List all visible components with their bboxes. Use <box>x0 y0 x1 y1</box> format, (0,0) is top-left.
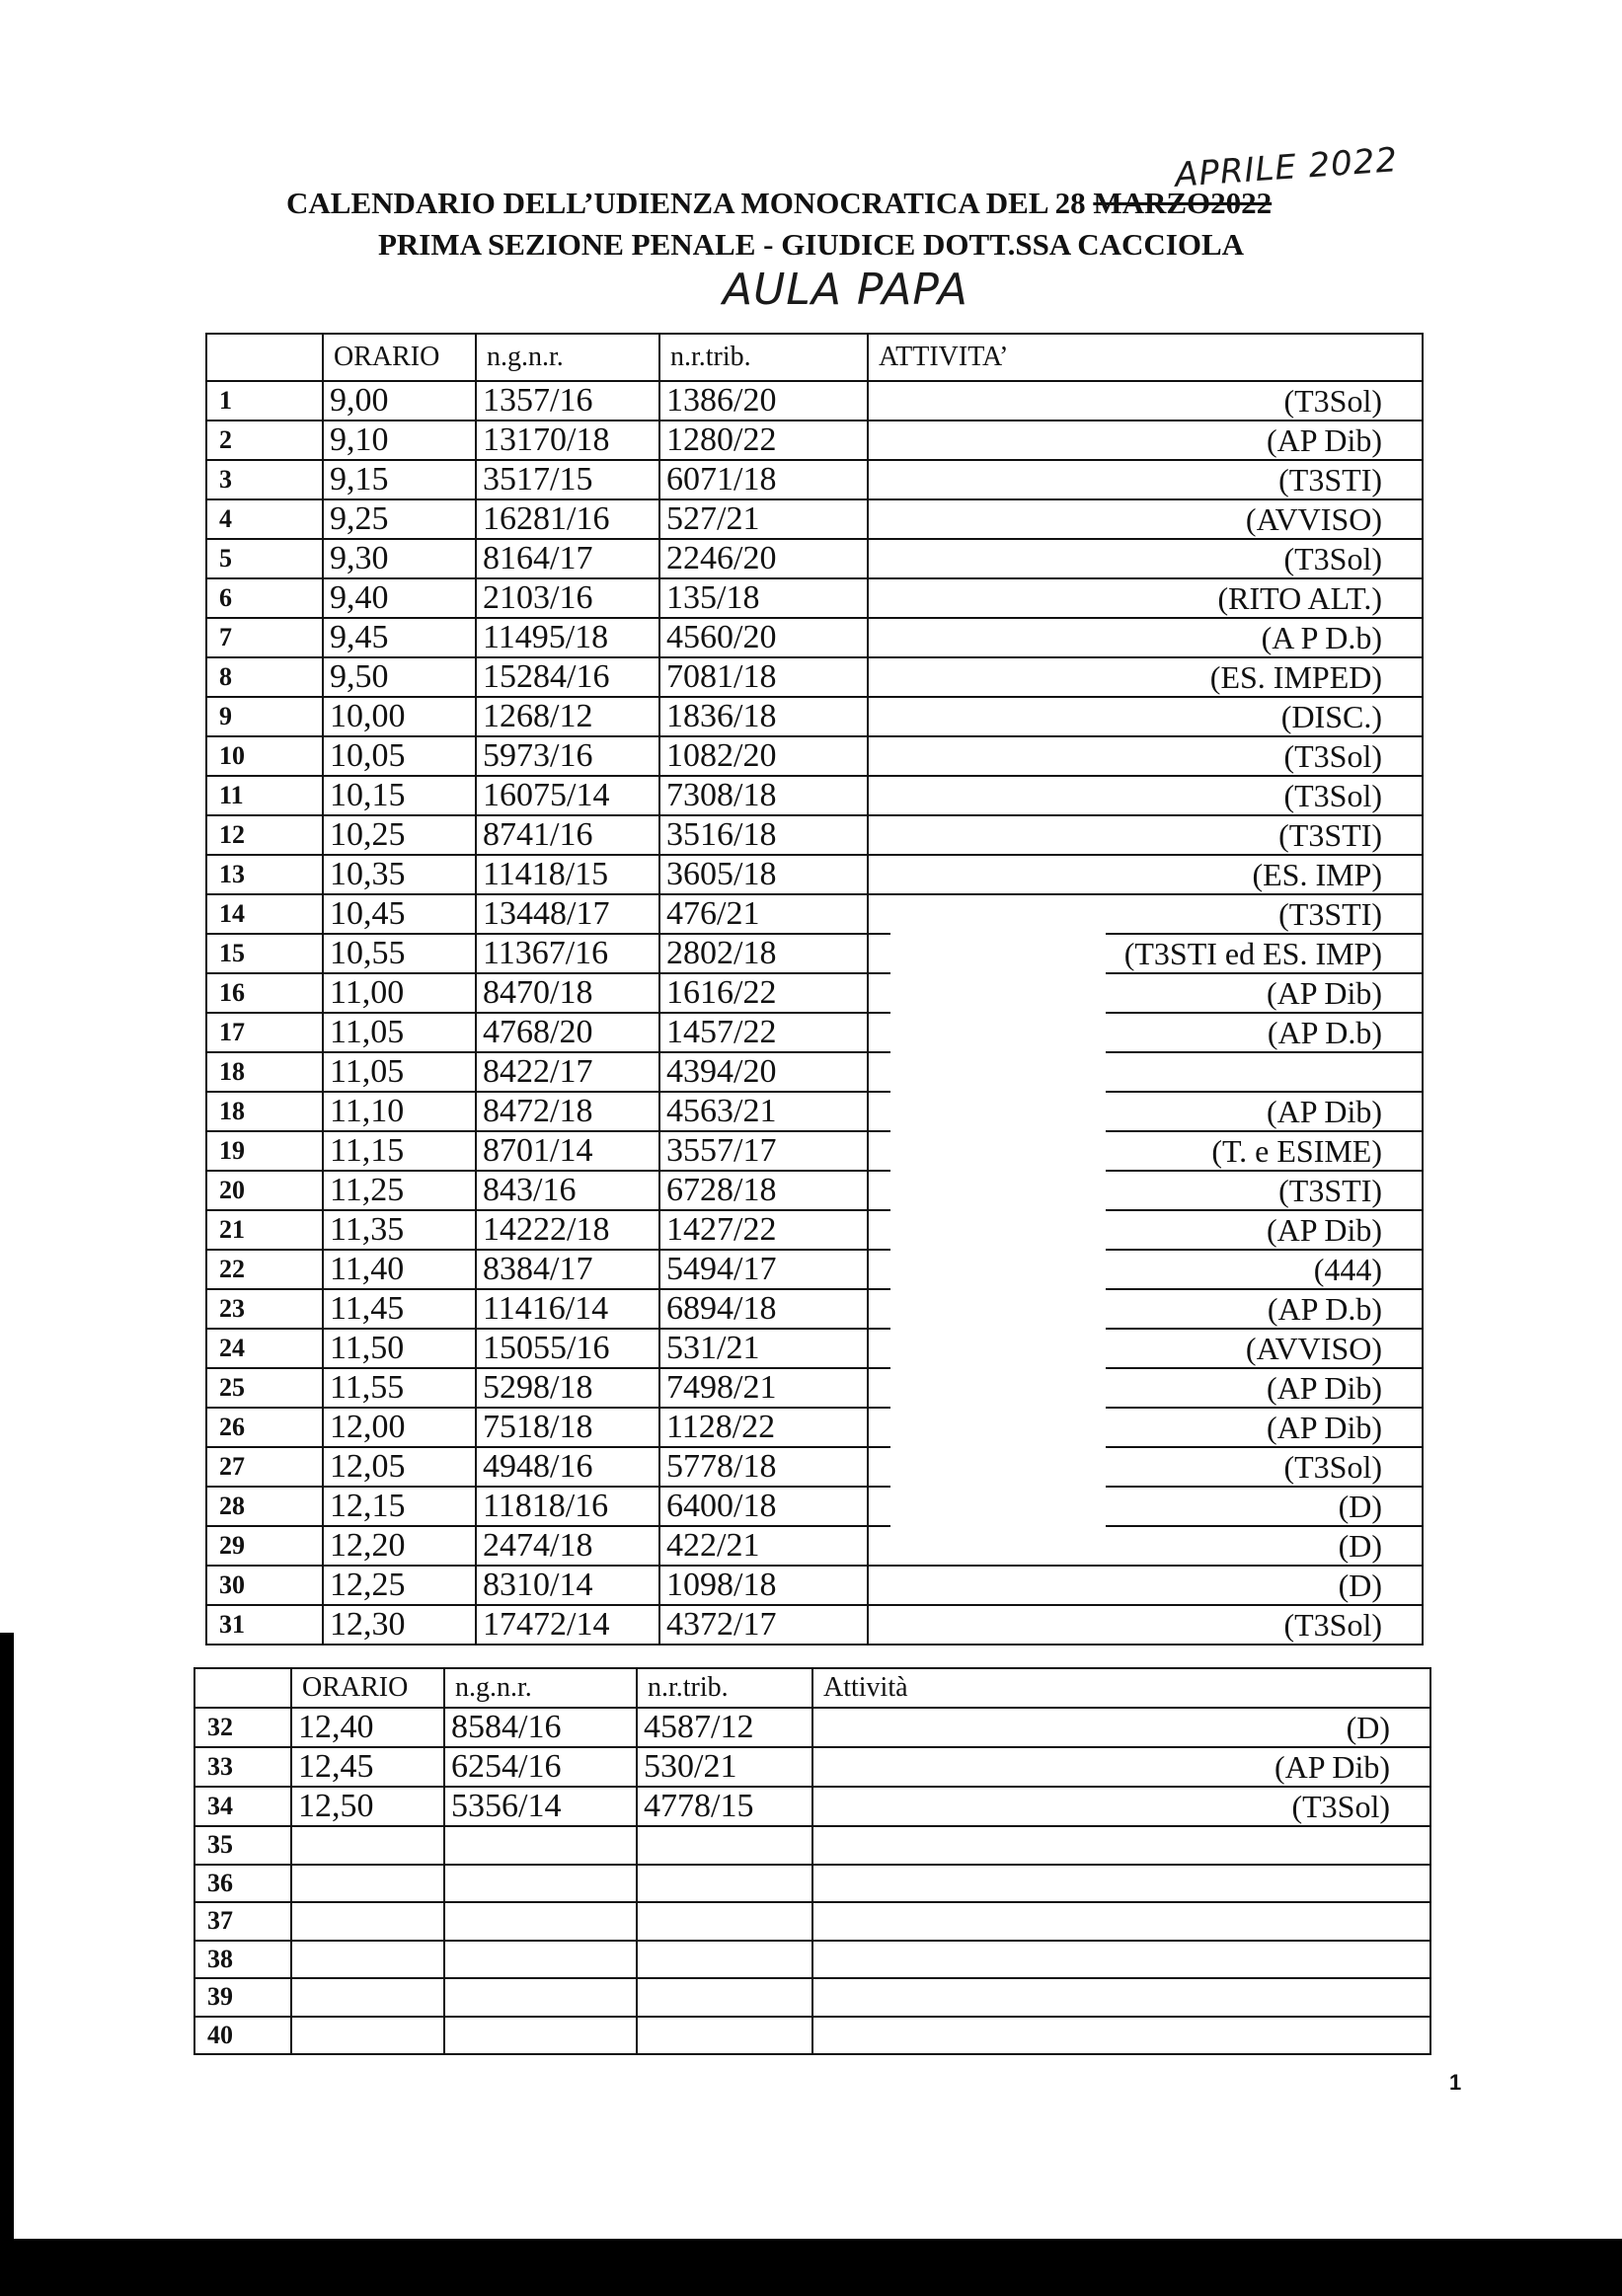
table-row <box>206 1052 1423 1092</box>
activity-cell: (D) <box>868 1566 1423 1605</box>
row-number: 8 <box>206 657 323 697</box>
time-cell: 12,05 <box>323 1447 476 1487</box>
table-row <box>206 776 1423 815</box>
nrtrib-cell: 5494/17 <box>659 1250 868 1289</box>
table-row <box>206 815 1423 855</box>
table-row <box>206 855 1423 894</box>
handwritten-month: APRILE 2022 <box>1173 140 1400 195</box>
table-row <box>206 1408 1423 1447</box>
nrtrib-cell: 476/21 <box>659 894 868 934</box>
column-header-0 <box>206 334 323 381</box>
row-number: 34 <box>194 1787 291 1826</box>
activity-cell: (AP Dib) <box>868 1210 1423 1250</box>
ngnr-cell: 5356/14 <box>444 1787 637 1826</box>
table-header <box>194 1668 1430 1708</box>
time-cell: 10,55 <box>323 934 476 973</box>
table-row <box>194 1865 1430 1903</box>
time-cell: 9,40 <box>323 578 476 618</box>
ngnr-cell: 843/16 <box>476 1171 659 1210</box>
ngnr-cell: 8470/18 <box>476 973 659 1013</box>
handwritten-room: AULA PAPA <box>723 265 968 315</box>
row-number: 24 <box>206 1329 323 1368</box>
time-cell: 10,15 <box>323 776 476 815</box>
time-cell: 9,10 <box>323 421 476 460</box>
ngnr-cell <box>444 2017 637 2055</box>
ngnr-cell <box>444 1902 637 1941</box>
row-number: 11 <box>206 776 323 815</box>
time-cell: 10,00 <box>323 697 476 736</box>
activity-cell: (RITO ALT.) <box>868 578 1423 618</box>
nrtrib-cell: 7498/21 <box>659 1368 868 1408</box>
ngnr-cell: 8422/17 <box>476 1052 659 1092</box>
nrtrib-cell <box>637 2017 812 2055</box>
activity-cell: (T3Sol) <box>868 1605 1423 1645</box>
activity-cell: (T3Sol) <box>868 539 1423 578</box>
table-header <box>206 334 1423 381</box>
table-row <box>206 657 1423 697</box>
column-header-4: ATTIVITA’ <box>868 334 1423 381</box>
table-row <box>206 1171 1423 1210</box>
time-cell <box>291 1865 444 1903</box>
activity-cell: (ES. IMPED) <box>868 657 1423 697</box>
nrtrib-cell: 1082/20 <box>659 736 868 776</box>
nrtrib-cell: 4394/20 <box>659 1052 868 1092</box>
nrtrib-cell: 530/21 <box>637 1747 812 1787</box>
hearing-table-1 <box>205 333 1424 1645</box>
row-number: 6 <box>206 578 323 618</box>
table-row <box>206 934 1423 973</box>
time-cell: 12,45 <box>291 1747 444 1787</box>
row-number: 33 <box>194 1747 291 1787</box>
time-cell: 9,25 <box>323 499 476 539</box>
nrtrib-cell: 7081/18 <box>659 657 868 697</box>
row-number: 26 <box>206 1408 323 1447</box>
ngnr-cell: 15284/16 <box>476 657 659 697</box>
ngnr-cell <box>444 1978 637 2017</box>
row-number: 28 <box>206 1487 323 1526</box>
column-header-1: ORARIO <box>291 1668 444 1708</box>
nrtrib-cell: 2246/20 <box>659 539 868 578</box>
nrtrib-cell: 4560/20 <box>659 618 868 657</box>
row-number: 21 <box>206 1210 323 1250</box>
activity-cell: (T3STI) <box>868 894 1423 934</box>
row-number: 38 <box>194 1941 291 1979</box>
row-number: 18 <box>206 1052 323 1092</box>
ngnr-cell: 16075/14 <box>476 776 659 815</box>
time-cell <box>291 1941 444 1979</box>
time-cell <box>291 2017 444 2055</box>
table-row <box>206 578 1423 618</box>
table-row <box>206 736 1423 776</box>
row-number: 13 <box>206 855 323 894</box>
nrtrib-cell: 135/18 <box>659 578 868 618</box>
ngnr-cell: 6254/16 <box>444 1747 637 1787</box>
ngnr-cell: 11495/18 <box>476 618 659 657</box>
ngnr-cell: 1268/12 <box>476 697 659 736</box>
column-header-0 <box>194 1668 291 1708</box>
ngnr-cell: 8741/16 <box>476 815 659 855</box>
scan-border-bottom <box>0 2239 1622 2296</box>
activity-cell: (D) <box>868 1487 1423 1526</box>
column-header-2: n.g.n.r. <box>444 1668 637 1708</box>
ngnr-cell: 7518/18 <box>476 1408 659 1447</box>
ngnr-cell <box>444 1865 637 1903</box>
activity-cell: (T3Sol) <box>868 776 1423 815</box>
ngnr-cell: 11818/16 <box>476 1487 659 1526</box>
table-row <box>206 1250 1423 1289</box>
redacted-area <box>890 918 1106 1565</box>
time-cell: 12,25 <box>323 1566 476 1605</box>
table-row <box>206 697 1423 736</box>
table-row <box>206 1368 1423 1408</box>
row-number: 39 <box>194 1978 291 2017</box>
table-row <box>194 1708 1430 1747</box>
ngnr-cell: 2103/16 <box>476 578 659 618</box>
ngnr-cell: 8584/16 <box>444 1708 637 1747</box>
table-row <box>206 618 1423 657</box>
time-cell <box>291 1978 444 2017</box>
nrtrib-cell: 1836/18 <box>659 697 868 736</box>
page-number: 1 <box>1449 2070 1462 2095</box>
time-cell: 9,30 <box>323 539 476 578</box>
row-number: 10 <box>206 736 323 776</box>
row-number: 4 <box>206 499 323 539</box>
column-header-2: n.g.n.r. <box>476 334 659 381</box>
scan-border-left <box>0 1633 14 2296</box>
nrtrib-cell <box>637 1902 812 1941</box>
column-header-3: n.r.trib. <box>637 1668 812 1708</box>
table-row <box>206 1289 1423 1329</box>
nrtrib-cell: 1616/22 <box>659 973 868 1013</box>
row-number: 23 <box>206 1289 323 1329</box>
time-cell: 11,15 <box>323 1131 476 1171</box>
row-number: 14 <box>206 894 323 934</box>
table-row <box>206 1526 1423 1566</box>
ngnr-cell: 8472/18 <box>476 1092 659 1131</box>
nrtrib-cell: 527/21 <box>659 499 868 539</box>
nrtrib-cell: 4587/12 <box>637 1708 812 1747</box>
activity-cell: (T. e ESIME) <box>868 1131 1423 1171</box>
ngnr-cell: 17472/14 <box>476 1605 659 1645</box>
ngnr-cell: 8384/17 <box>476 1250 659 1289</box>
time-cell: 11,35 <box>323 1210 476 1250</box>
row-number: 9 <box>206 697 323 736</box>
activity-cell: (T3STI) <box>868 460 1423 499</box>
activity-cell: (D) <box>868 1526 1423 1566</box>
time-cell: 11,50 <box>323 1329 476 1368</box>
ngnr-cell: 11367/16 <box>476 934 659 973</box>
row-number: 27 <box>206 1447 323 1487</box>
nrtrib-cell: 6071/18 <box>659 460 868 499</box>
time-cell: 11,10 <box>323 1092 476 1131</box>
ngnr-cell: 11416/14 <box>476 1289 659 1329</box>
column-header-1: ORARIO <box>323 334 476 381</box>
row-number: 22 <box>206 1250 323 1289</box>
column-header-3: n.r.trib. <box>659 334 868 381</box>
nrtrib-cell <box>637 1978 812 2017</box>
time-cell: 10,35 <box>323 855 476 894</box>
row-number: 1 <box>206 381 323 421</box>
row-number: 12 <box>206 815 323 855</box>
ngnr-cell: 8164/17 <box>476 539 659 578</box>
time-cell: 12,50 <box>291 1787 444 1826</box>
row-number: 35 <box>194 1826 291 1865</box>
row-number: 37 <box>194 1902 291 1941</box>
activity-cell <box>812 1902 1430 1941</box>
time-cell: 11,00 <box>323 973 476 1013</box>
time-cell: 11,05 <box>323 1052 476 1092</box>
activity-cell <box>812 2017 1430 2055</box>
table-row <box>194 1787 1430 1826</box>
activity-cell: (T3Sol) <box>868 736 1423 776</box>
ngnr-cell: 13170/18 <box>476 421 659 460</box>
nrtrib-cell: 531/21 <box>659 1329 868 1368</box>
time-cell: 11,40 <box>323 1250 476 1289</box>
activity-cell <box>812 1865 1430 1903</box>
time-cell <box>291 1902 444 1941</box>
ngnr-cell: 3517/15 <box>476 460 659 499</box>
row-number: 18 <box>206 1092 323 1131</box>
time-cell: 11,05 <box>323 1013 476 1052</box>
activity-cell: (T3STI) <box>868 1171 1423 1210</box>
time-cell <box>291 1826 444 1865</box>
nrtrib-cell: 7308/18 <box>659 776 868 815</box>
table-row <box>206 1329 1423 1368</box>
document-subtitle: PRIMA SEZIONE PENALE - GIUDICE DOTT.SSA CACCIOLA <box>377 227 1245 262</box>
activity-cell: (AP Dib) <box>868 1408 1423 1447</box>
activity-cell: (AVVISO) <box>868 499 1423 539</box>
time-cell: 10,25 <box>323 815 476 855</box>
time-cell: 9,45 <box>323 618 476 657</box>
time-cell: 9,50 <box>323 657 476 697</box>
ngnr-cell: 8701/14 <box>476 1131 659 1171</box>
activity-cell: (AP Dib) <box>868 1368 1423 1408</box>
time-cell: 12,40 <box>291 1708 444 1747</box>
time-cell: 12,15 <box>323 1487 476 1526</box>
table-row <box>194 1747 1430 1787</box>
table-row <box>206 539 1423 578</box>
row-number: 29 <box>206 1526 323 1566</box>
nrtrib-cell: 6400/18 <box>659 1487 868 1526</box>
table-row <box>206 499 1423 539</box>
row-number: 15 <box>206 934 323 973</box>
time-cell: 11,55 <box>323 1368 476 1408</box>
nrtrib-cell: 1280/22 <box>659 421 868 460</box>
row-number: 7 <box>206 618 323 657</box>
time-cell: 9,15 <box>323 460 476 499</box>
ngnr-cell: 15055/16 <box>476 1329 659 1368</box>
activity-cell: (T3STI) <box>868 815 1423 855</box>
ngnr-cell: 5298/18 <box>476 1368 659 1408</box>
ngnr-cell: 5973/16 <box>476 736 659 776</box>
ngnr-cell: 14222/18 <box>476 1210 659 1250</box>
time-cell: 12,20 <box>323 1526 476 1566</box>
table-row <box>206 1566 1423 1605</box>
row-number: 3 <box>206 460 323 499</box>
row-number: 16 <box>206 973 323 1013</box>
ngnr-cell: 4768/20 <box>476 1013 659 1052</box>
activity-cell: (AVVISO) <box>868 1329 1423 1368</box>
activity-cell: (AP D.b) <box>868 1013 1423 1052</box>
activity-cell: (ES. IMP) <box>868 855 1423 894</box>
nrtrib-cell <box>637 1865 812 1903</box>
activity-cell: (T3Sol) <box>812 1787 1430 1826</box>
table-row <box>194 1941 1430 1979</box>
ngnr-cell: 11418/15 <box>476 855 659 894</box>
nrtrib-cell: 4372/17 <box>659 1605 868 1645</box>
nrtrib-cell: 4778/15 <box>637 1787 812 1826</box>
activity-cell <box>812 1978 1430 2017</box>
ngnr-cell: 13448/17 <box>476 894 659 934</box>
nrtrib-cell: 5778/18 <box>659 1447 868 1487</box>
nrtrib-cell: 3605/18 <box>659 855 868 894</box>
row-number: 2 <box>206 421 323 460</box>
activity-cell: (T3Sol) <box>868 1447 1423 1487</box>
nrtrib-cell: 422/21 <box>659 1526 868 1566</box>
table-row <box>206 1605 1423 1645</box>
ngnr-cell <box>444 1826 637 1865</box>
ngnr-cell: 2474/18 <box>476 1526 659 1566</box>
row-number: 30 <box>206 1566 323 1605</box>
hearing-table-2 <box>193 1667 1431 2055</box>
row-number: 5 <box>206 539 323 578</box>
table-row <box>206 1013 1423 1052</box>
row-number: 20 <box>206 1171 323 1210</box>
table-row <box>206 973 1423 1013</box>
row-number: 32 <box>194 1708 291 1747</box>
activity-cell <box>812 1826 1430 1865</box>
ngnr-cell: 1357/16 <box>476 381 659 421</box>
time-cell: 9,00 <box>323 381 476 421</box>
activity-cell: (AP D.b) <box>868 1289 1423 1329</box>
table-row <box>206 894 1423 934</box>
time-cell: 10,05 <box>323 736 476 776</box>
table-row <box>206 1210 1423 1250</box>
table-row <box>206 381 1423 421</box>
table-row <box>194 1902 1430 1941</box>
time-cell: 10,45 <box>323 894 476 934</box>
activity-cell: (AP Dib) <box>868 1092 1423 1131</box>
time-cell: 12,00 <box>323 1408 476 1447</box>
table-row <box>194 1826 1430 1865</box>
activity-cell: (AP Dib) <box>868 973 1423 1013</box>
nrtrib-cell <box>637 1826 812 1865</box>
activity-cell: (T3Sol) <box>868 381 1423 421</box>
table-row <box>206 1447 1423 1487</box>
ngnr-cell: 8310/14 <box>476 1566 659 1605</box>
nrtrib-cell: 4563/21 <box>659 1092 868 1131</box>
row-number: 17 <box>206 1013 323 1052</box>
nrtrib-cell <box>637 1941 812 1979</box>
ngnr-cell <box>444 1941 637 1979</box>
table-row <box>206 1487 1423 1526</box>
nrtrib-cell: 1427/22 <box>659 1210 868 1250</box>
nrtrib-cell: 6894/18 <box>659 1289 868 1329</box>
table-row <box>194 2017 1430 2055</box>
nrtrib-cell: 6728/18 <box>659 1171 868 1210</box>
table-row <box>206 421 1423 460</box>
title-struck-date: MARZO2022 <box>1093 186 1273 220</box>
nrtrib-cell: 1128/22 <box>659 1408 868 1447</box>
activity-cell: (A P D.b) <box>868 618 1423 657</box>
column-header-4: Attività <box>812 1668 1430 1708</box>
table-row <box>206 460 1423 499</box>
activity-cell: (T3STI ed ES. IMP) <box>868 934 1423 973</box>
row-number: 40 <box>194 2017 291 2055</box>
activity-cell: (444) <box>868 1250 1423 1289</box>
activity-cell: (D) <box>812 1708 1430 1747</box>
ngnr-cell: 4948/16 <box>476 1447 659 1487</box>
activity-cell: (AP Dib) <box>812 1747 1430 1787</box>
nrtrib-cell: 1386/20 <box>659 381 868 421</box>
nrtrib-cell: 2802/18 <box>659 934 868 973</box>
table-row <box>194 1978 1430 2017</box>
activity-cell: (DISC.) <box>868 697 1423 736</box>
time-cell: 12,30 <box>323 1605 476 1645</box>
table-row <box>206 1131 1423 1171</box>
table-row <box>206 1092 1423 1131</box>
nrtrib-cell: 1098/18 <box>659 1566 868 1605</box>
ngnr-cell: 16281/16 <box>476 499 659 539</box>
activity-cell <box>812 1941 1430 1979</box>
row-number: 19 <box>206 1131 323 1171</box>
time-cell: 11,25 <box>323 1171 476 1210</box>
row-number: 36 <box>194 1865 291 1903</box>
row-number: 31 <box>206 1605 323 1645</box>
nrtrib-cell: 3557/17 <box>659 1131 868 1171</box>
nrtrib-cell: 3516/18 <box>659 815 868 855</box>
activity-cell: (AP Dib) <box>868 421 1423 460</box>
time-cell: 11,45 <box>323 1289 476 1329</box>
title-prefix: CALENDARIO DELL’UDIENZA MONOCRATICA DEL 28 <box>286 186 1094 220</box>
nrtrib-cell: 1457/22 <box>659 1013 868 1052</box>
row-number: 25 <box>206 1368 323 1408</box>
